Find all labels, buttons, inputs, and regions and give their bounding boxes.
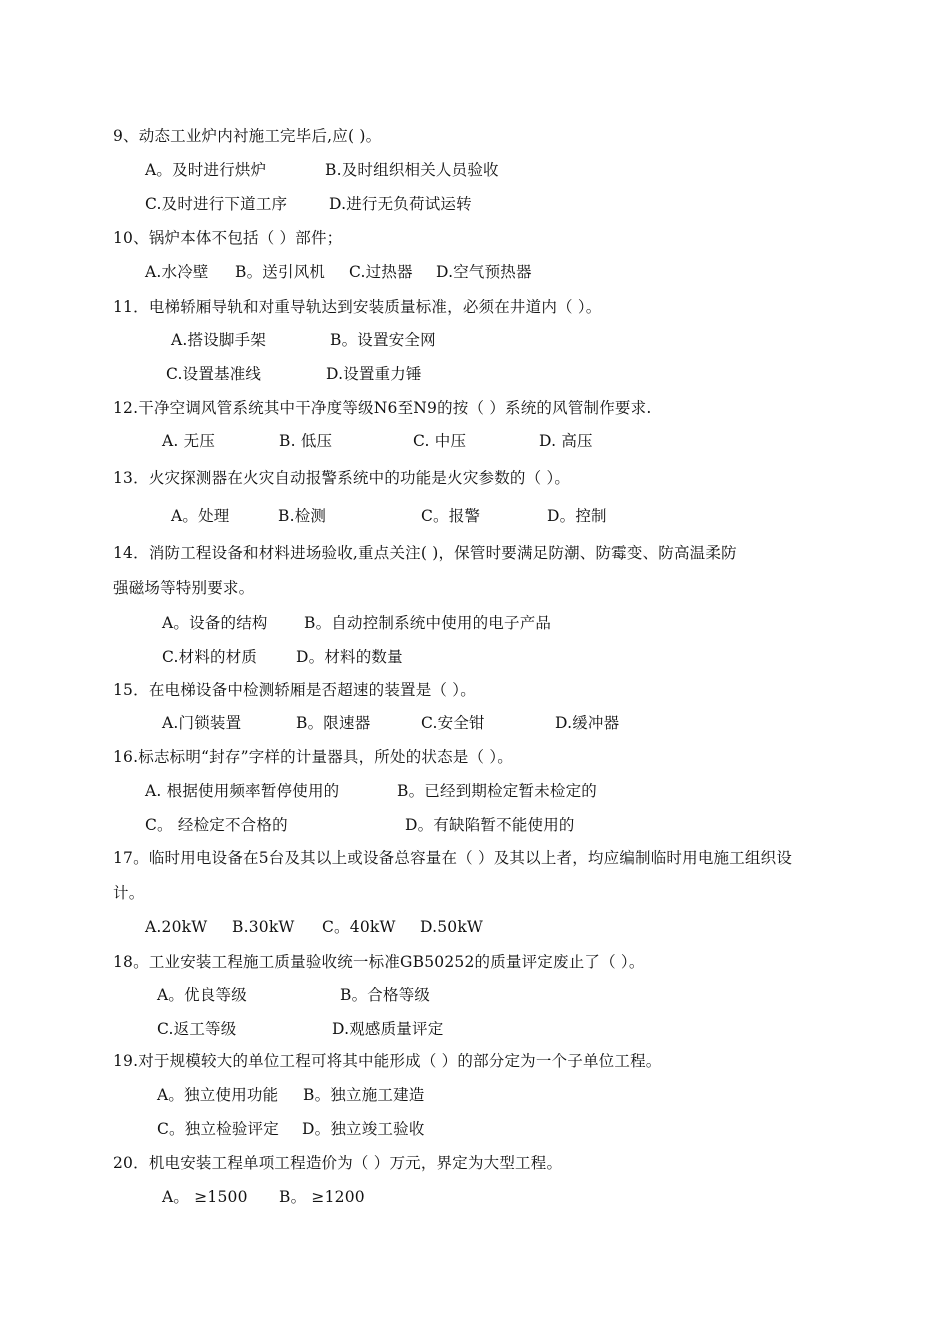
question-17-option-c: C。40kW bbox=[322, 918, 396, 936]
question-18-option-d: D.观感质量评定 bbox=[332, 1020, 444, 1038]
question-10-option-b: B。送引风机 bbox=[235, 263, 326, 281]
question-12-option-a: A. 无压 bbox=[162, 432, 216, 450]
question-14-option-b: B。自动控制系统中使用的电子产品 bbox=[304, 614, 552, 632]
question-14-option-d: D。材料的数量 bbox=[296, 648, 403, 666]
question-20-option-b: B。 ≥1200 bbox=[279, 1188, 365, 1206]
question-16-option-d: D。有缺陷暂不能使用的 bbox=[405, 816, 575, 834]
question-19-option-c: C。独立检验评定 bbox=[157, 1120, 279, 1138]
question-16-option-c: C。 经检定不合格的 bbox=[145, 816, 288, 834]
question-15-option-b: B。限速器 bbox=[296, 714, 371, 732]
question-13-stem: 13．火灾探测器在火灾自动报警系统中的功能是火灾参数的（ ）。 bbox=[113, 469, 571, 487]
question-18-option-c: C.返工等级 bbox=[157, 1020, 237, 1038]
question-16-option-b: B。已经到期检定暂未检定的 bbox=[397, 782, 597, 800]
question-12-option-d: D. 高压 bbox=[539, 432, 593, 450]
question-18-stem: 18。工业安装工程施工质量验收统一标准GB50252的质量评定废止了（ ）。 bbox=[113, 953, 645, 971]
question-16-option-a: A. 根据使用频率暂停使用的 bbox=[145, 782, 340, 800]
question-13-option-b: B.检测 bbox=[278, 507, 327, 525]
question-19-stem: 19.对于规模较大的单位工程可将其中能形成（ ）的部分定为一个子单位工程。 bbox=[113, 1052, 662, 1070]
question-10-option-d: D.空气预热器 bbox=[436, 263, 532, 281]
question-13-option-d: D。控制 bbox=[547, 507, 607, 525]
question-17-option-d: D.50kW bbox=[420, 918, 484, 936]
question-10-stem: 10、锅炉本体不包括（ ）部件； bbox=[113, 229, 343, 247]
question-17-option-b: B.30kW bbox=[232, 918, 295, 936]
question-19-option-d: D。独立竣工验收 bbox=[302, 1120, 425, 1138]
question-12-stem: 12.干净空调风管系统其中干净度等级N6至N9的按（ ）系统的风管制作要求. bbox=[113, 399, 652, 417]
question-11-option-d: D.设置重力锤 bbox=[326, 365, 422, 383]
question-16-stem: 16.标志标明“封存”字样的计量器具，所处的状态是（ ）。 bbox=[113, 748, 513, 766]
question-17-stem-continued: 计。 bbox=[113, 884, 145, 902]
question-15-option-a: A.门锁装置 bbox=[162, 714, 242, 732]
question-17-option-a: A.20kW bbox=[145, 918, 208, 936]
question-14-stem: 14．消防工程设备和材料进场验收,重点关注( )，保管时要满足防潮、防霉变、防高温柔防 bbox=[113, 544, 737, 562]
question-10-option-a: A.水冷壁 bbox=[145, 263, 209, 281]
question-9-option-a: A。及时进行烘炉 bbox=[145, 161, 267, 179]
question-18-option-a: A。优良等级 bbox=[157, 986, 247, 1004]
question-12-option-b: B. 低压 bbox=[279, 432, 333, 450]
question-15-option-c: C.安全钳 bbox=[421, 714, 485, 732]
question-15-option-d: D.缓冲器 bbox=[555, 714, 620, 732]
question-11-option-b: B。设置安全网 bbox=[330, 331, 436, 349]
question-18-option-b: B。合格等级 bbox=[340, 986, 431, 1004]
question-14-option-c: C.材料的材质 bbox=[162, 648, 258, 666]
question-10-option-c: C.过热器 bbox=[349, 263, 413, 281]
question-15-stem: 15．在电梯设备中检测轿厢是否超速的装置是（ ）。 bbox=[113, 681, 476, 699]
question-13-option-a: A。处理 bbox=[171, 507, 230, 525]
question-17-stem: 17。临时用电设备在5台及其以上或设备总容量在（ ）及其以上者，均应编制临时用电施工组织设 bbox=[113, 849, 793, 867]
question-14-option-a: A。设备的结构 bbox=[162, 614, 268, 632]
question-19-option-a: A。独立使用功能 bbox=[157, 1086, 279, 1104]
question-13-option-c: C。报警 bbox=[421, 507, 481, 525]
question-19-option-b: B。独立施工建造 bbox=[303, 1086, 425, 1104]
question-9-option-d: D.进行无负荷试运转 bbox=[329, 195, 472, 213]
question-14-stem-continued: 强磁场等特别要求。 bbox=[113, 579, 255, 597]
question-9-option-c: C.及时进行下道工序 bbox=[145, 195, 288, 213]
question-12-option-c: C. 中压 bbox=[413, 432, 467, 450]
question-20-option-a: A。 ≥1500 bbox=[162, 1188, 248, 1206]
question-9-option-b: B.及时组织相关人员验收 bbox=[325, 161, 499, 179]
question-11-option-c: C.设置基准线 bbox=[166, 365, 262, 383]
question-9-stem: 9、动态工业炉内衬施工完毕后,应( )。 bbox=[113, 127, 382, 145]
question-11-stem: 11．电梯轿厢导轨和对重导轨达到安装质量标准，必须在井道内（ ）。 bbox=[113, 298, 602, 316]
question-11-option-a: A.搭设脚手架 bbox=[171, 331, 267, 349]
question-20-stem: 20．机电安装工程单项工程造价为（ ）万元，界定为大型工程。 bbox=[113, 1154, 563, 1172]
